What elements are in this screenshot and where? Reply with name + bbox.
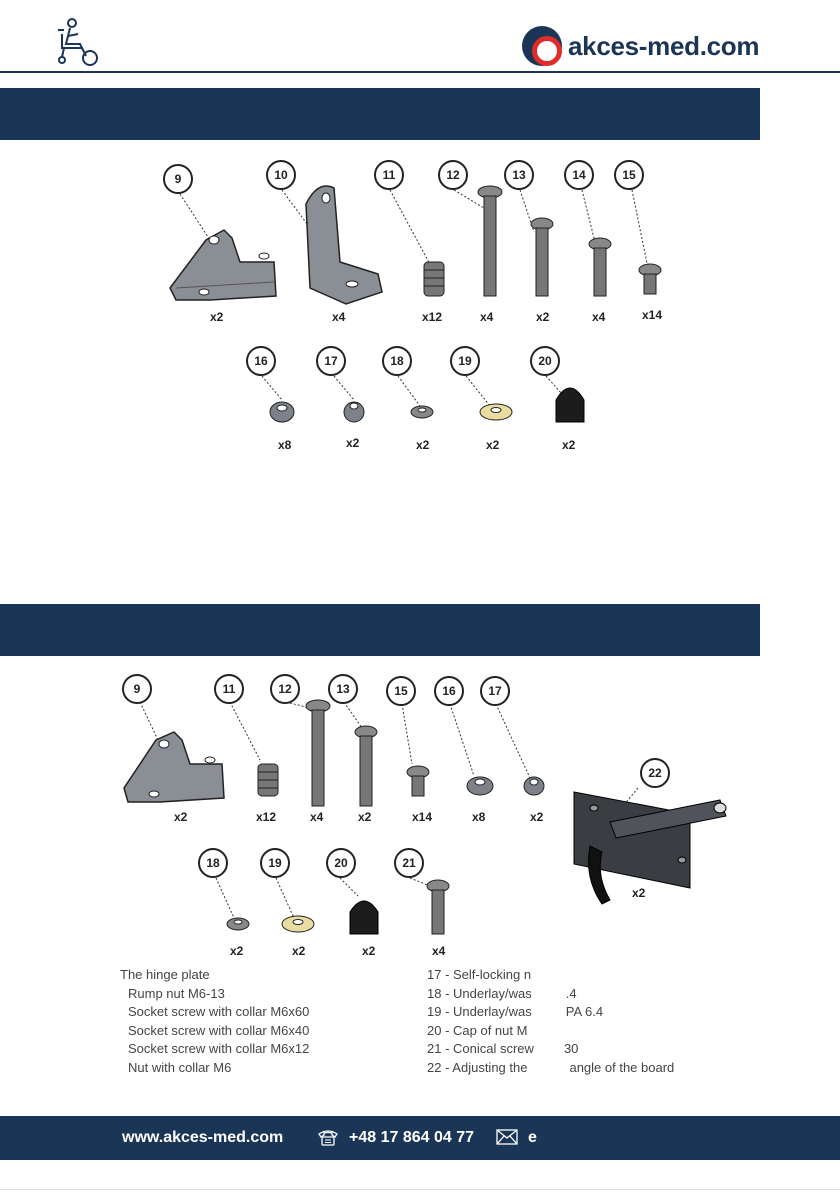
part-quantity: x12: [422, 310, 443, 324]
parts-legend-right: [427, 966, 747, 1078]
part-quantity: x2: [346, 436, 360, 450]
part-callout: 12: [270, 674, 300, 704]
legend-item: Socket screw with collar M6x12: [128, 1041, 310, 1057]
part-callout: 19: [260, 848, 290, 878]
part-quantity: x2: [530, 810, 544, 824]
part-callout: 17: [480, 676, 510, 706]
part-callout: 21: [394, 848, 424, 878]
part-callout: 19: [450, 346, 480, 376]
part-quantity: x4: [310, 810, 324, 824]
part-quantity: x2: [486, 438, 500, 452]
part-quantity: x8: [278, 438, 292, 452]
brand-badge-icon: [522, 26, 562, 66]
bottom-divider: [0, 1189, 840, 1190]
legend-item-label: 21 - Conical screw: [427, 1041, 534, 1057]
part-quantity: x8: [472, 810, 486, 824]
part-callout: 16: [246, 346, 276, 376]
part-quantity: x14: [642, 308, 663, 322]
part-quantity: x4: [432, 944, 446, 958]
legend-item-tail: 30: [563, 1041, 579, 1057]
part-quantity: x2: [416, 438, 430, 452]
part-callout: 17: [316, 346, 346, 376]
part-quantity: x14: [412, 810, 433, 824]
legend-item: [427, 1022, 747, 1041]
legend-item: Socket screw with collar M6x60: [128, 1004, 310, 1020]
part-quantity: x2: [292, 944, 306, 958]
part-callout: 15: [386, 676, 416, 706]
part-callout: 18: [198, 848, 228, 878]
wheelchair-logo-icon: [52, 16, 100, 68]
website-link[interactable]: www.akces-med.com: [122, 1129, 284, 1146]
legend-item-tail: .4: [565, 985, 577, 1001]
mail-icon: [496, 1129, 518, 1145]
legend-item: [427, 1040, 747, 1059]
phone-icon: [316, 1127, 340, 1147]
legend-item: [427, 966, 747, 985]
section-band-2: [0, 604, 760, 656]
email-address[interactable]: e: [528, 1129, 537, 1146]
legend-item-label: 20 - Cap of nut M: [427, 1022, 528, 1038]
legend-item: Socket screw with collar M6x40: [128, 1022, 310, 1038]
part-callout: 11: [374, 160, 404, 190]
page-header: [0, 0, 840, 74]
part-callout: 12: [438, 160, 468, 190]
parts-diagram-1: [150, 150, 690, 460]
part-callout: 10: [266, 160, 296, 190]
part-callout: 13: [504, 160, 534, 190]
phone-number[interactable]: +48 17 864 04 77: [349, 1129, 475, 1146]
page-footer: [0, 1116, 840, 1160]
legend-item: [427, 985, 747, 1004]
legend-item-label: 22 - Adjusting the: [427, 1059, 528, 1075]
part-callout: 18: [382, 346, 412, 376]
legend-item: The hinge plate: [120, 967, 210, 982]
brand-logo[interactable]: [522, 24, 759, 68]
header-divider: [0, 71, 840, 73]
part-quantity: x2: [230, 944, 244, 958]
part-quantity: x2: [562, 438, 576, 452]
parts-legend-left: [120, 966, 410, 1078]
part-quantity: x4: [592, 310, 606, 324]
part-quantity: x2: [358, 810, 372, 824]
legend-item: [427, 1003, 747, 1022]
legend-item-tail: angle of the board: [569, 1059, 675, 1075]
part-callout: 16: [434, 676, 464, 706]
part-callout: 9: [163, 164, 193, 194]
part-callout: 20: [326, 848, 356, 878]
legend-item: Rump nut M6-13: [128, 985, 225, 1001]
part-callout: 13: [328, 674, 358, 704]
legend-item-label: 17 - Self-locking n: [427, 967, 532, 982]
part-callout: 20: [530, 346, 560, 376]
parts-diagram-2: [110, 664, 730, 964]
part-callout: 14: [564, 160, 594, 190]
part-callout: 15: [614, 160, 644, 190]
part-quantity: x2: [632, 886, 646, 900]
legend-item: [427, 1059, 747, 1078]
legend-item: Nut with collar M6: [128, 1059, 232, 1075]
parts-drawing-1: [150, 150, 690, 460]
part-quantity: x4: [480, 310, 494, 324]
part-quantity: x2: [210, 310, 224, 324]
part-callout: 11: [214, 674, 244, 704]
legend-item-label: 18 - Underlay/was: [427, 985, 532, 1001]
part-quantity: x12: [256, 810, 277, 824]
part-quantity: x4: [332, 310, 346, 324]
part-quantity: x2: [362, 944, 376, 958]
legend-item-tail: PA 6.4: [565, 1004, 604, 1020]
part-callout: 9: [122, 674, 152, 704]
section-band-1: [0, 88, 760, 140]
legend-item-label: 19 - Underlay/was: [427, 1004, 532, 1020]
part-quantity: x2: [536, 310, 550, 324]
brand-name: akces-med.com: [568, 30, 760, 61]
part-callout: 22: [640, 758, 670, 788]
part-quantity: x2: [174, 810, 188, 824]
